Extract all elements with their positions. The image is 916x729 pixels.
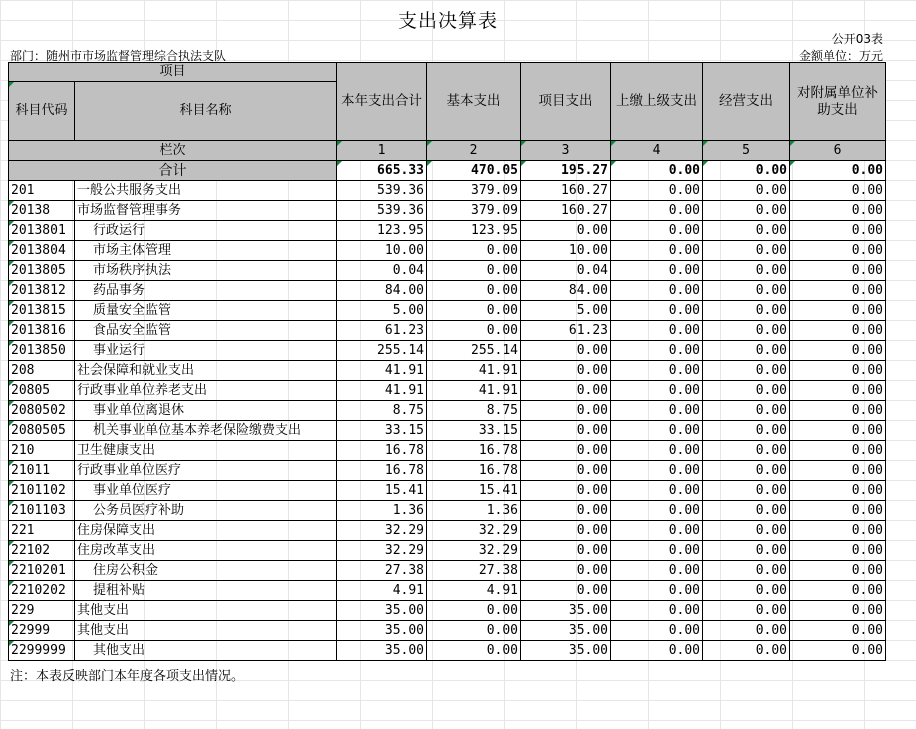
index-cell: 4 [611,141,703,161]
amount-cell: 0.00 [427,621,521,641]
footnote: 注：本表反映部门本年度各项支出情况。 [10,669,245,684]
amount-cell: 0.00 [790,381,886,401]
amount-cell: 0.00 [703,501,790,521]
department-label: 部门：随州市市场监督管理综合执法支队 [10,49,227,63]
amount-cell: 0.00 [790,541,886,561]
amount-cell: 1.36 [427,501,521,521]
amount-cell: 0.00 [427,321,521,341]
unit-label: 金额单位：万元 [798,49,883,63]
account-name: 卫生健康支出 [75,441,337,461]
account-name: 市场监督管理事务 [75,201,337,221]
amount-cell: 41.91 [427,381,521,401]
account-code: 210 [9,441,75,461]
index-cell: 1 [337,141,427,161]
amount-cell: 35.00 [521,641,611,661]
amount-cell: 0.00 [703,281,790,301]
amount-cell: 0.00 [521,581,611,601]
amount-cell: 35.00 [337,601,427,621]
amount-cell: 41.91 [427,361,521,381]
table-row [9,481,886,501]
amount-cell: 0.00 [611,641,703,661]
amount-cell: 0.00 [790,321,886,341]
amount-cell: 0.00 [611,221,703,241]
amount-cell: 16.78 [337,461,427,481]
table-row [9,381,886,401]
amount-cell: 0.00 [521,401,611,421]
amount-cell: 27.38 [427,561,521,581]
account-code: 22102 [9,541,75,561]
amount-cell: 32.29 [337,541,427,561]
amount-cell: 0.00 [703,481,790,501]
amount-cell: 379.09 [427,201,521,221]
table-row [9,281,886,301]
amount-cell: 0.00 [790,441,886,461]
amount-cell: 15.41 [337,481,427,501]
account-name: 其他支出 [75,601,337,621]
account-code: 2013805 [9,261,75,281]
amount-cell: 0.00 [611,521,703,541]
amount-cell: 160.27 [521,201,611,221]
total-cell: 470.05 [427,161,521,181]
amount-cell: 16.78 [427,461,521,481]
amount-cell: 0.00 [703,441,790,461]
table-row [9,501,886,521]
header-row-1 [9,63,886,82]
amount-cell: 0.00 [790,501,886,521]
table-row [9,461,886,481]
amount-cell: 379.09 [427,181,521,201]
amount-cell: 0.00 [521,501,611,521]
account-code: 2210202 [9,581,75,601]
amount-cell: 5.00 [521,301,611,321]
account-name: 一般公共服务支出 [75,181,337,201]
amount-cell: 0.00 [790,641,886,661]
amount-cell: 0.00 [611,601,703,621]
amount-cell: 0.00 [611,421,703,441]
amount-cell: 0.00 [521,221,611,241]
table-row [9,641,886,661]
table-row [9,321,886,341]
amount-cell: 61.23 [337,321,427,341]
amount-cell: 0.00 [611,401,703,421]
amount-cell: 0.00 [521,361,611,381]
amount-cell: 0.00 [611,361,703,381]
amount-cell: 0.00 [790,281,886,301]
col-header-basic: 基本支出 [427,63,521,141]
amount-cell: 0.00 [611,381,703,401]
amount-cell: 0.00 [611,461,703,481]
col-header-project: 项目支出 [521,63,611,141]
code-header: 科目代码 [9,82,75,141]
amount-cell: 0.00 [427,301,521,321]
account-name: 行政运行 [75,221,337,241]
amount-cell: 0.00 [790,481,886,501]
account-code: 229 [9,601,75,621]
account-code: 20805 [9,381,75,401]
amount-cell: 0.00 [790,621,886,641]
table-row [9,541,886,561]
account-name: 公务员医疗补助 [75,501,337,521]
account-code: 20138 [9,201,75,221]
amount-cell: 0.00 [703,361,790,381]
table-row [9,581,886,601]
amount-cell: 0.00 [790,521,886,541]
index-cell: 5 [703,141,790,161]
account-name: 行政事业单位养老支出 [75,381,337,401]
name-header: 科目名称 [75,82,337,141]
table-row [9,261,886,281]
account-code: 21011 [9,461,75,481]
amount-cell: 0.00 [427,281,521,301]
account-name: 市场秩序执法 [75,261,337,281]
amount-cell: 0.00 [427,261,521,281]
account-name: 事业运行 [75,341,337,361]
index-label: 栏次 [9,141,337,161]
amount-cell: 255.14 [337,341,427,361]
account-name: 住房改革支出 [75,541,337,561]
account-name: 行政事业单位医疗 [75,461,337,481]
amount-cell: 0.00 [611,561,703,581]
amount-cell: 0.00 [521,381,611,401]
amount-cell: 0.00 [521,441,611,461]
account-name: 食品安全监管 [75,321,337,341]
amount-cell: 84.00 [521,281,611,301]
total-cell: 0.00 [703,161,790,181]
account-code: 2101103 [9,501,75,521]
amount-cell: 0.00 [790,361,886,381]
account-name: 事业单位离退休 [75,401,337,421]
amount-cell: 10.00 [521,241,611,261]
amount-cell: 0.00 [427,601,521,621]
table-row [9,521,886,541]
amount-cell: 0.00 [790,601,886,621]
total-label: 合计 [9,161,337,181]
account-name: 机关事业单位基本养老保险缴费支出 [75,421,337,441]
amount-cell: 0.00 [611,541,703,561]
account-code: 2210201 [9,561,75,581]
amount-cell: 0.00 [521,561,611,581]
amount-cell: 123.95 [337,221,427,241]
col-header-total: 本年支出合计 [337,63,427,141]
amount-cell: 0.00 [703,381,790,401]
amount-cell: 0.00 [703,181,790,201]
amount-cell: 4.91 [427,581,521,601]
amount-cell: 5.00 [337,301,427,321]
total-cell: 0.00 [790,161,886,181]
amount-cell: 0.00 [521,421,611,441]
account-code: 2013816 [9,321,75,341]
amount-cell: 0.00 [427,241,521,261]
account-code: 2101102 [9,481,75,501]
amount-cell: 0.00 [521,461,611,481]
table-row [9,601,886,621]
amount-cell: 0.04 [521,261,611,281]
amount-cell: 32.29 [427,541,521,561]
account-code: 2013850 [9,341,75,361]
amount-cell: 0.00 [611,241,703,261]
account-name: 住房保障支出 [75,521,337,541]
table-row [9,301,886,321]
amount-cell: 0.00 [611,341,703,361]
amount-cell: 0.00 [790,201,886,221]
total-cell: 665.33 [337,161,427,181]
amount-cell: 0.00 [703,461,790,481]
amount-cell: 32.29 [427,521,521,541]
account-code: 221 [9,521,75,541]
amount-cell: 4.91 [337,581,427,601]
amount-cell: 1.36 [337,501,427,521]
amount-cell: 123.95 [427,221,521,241]
index-row [9,141,886,161]
amount-cell: 0.00 [703,561,790,581]
amount-cell: 0.00 [611,621,703,641]
amount-cell: 0.00 [703,581,790,601]
amount-cell: 0.00 [703,301,790,321]
account-name: 其他支出 [75,621,337,641]
amount-cell: 61.23 [521,321,611,341]
amount-cell: 0.00 [611,321,703,341]
amount-cell: 0.00 [703,641,790,661]
amount-cell: 160.27 [521,181,611,201]
amount-cell: 41.91 [337,361,427,381]
amount-cell: 16.78 [427,441,521,461]
account-name: 市场主体管理 [75,241,337,261]
amount-cell: 0.00 [703,201,790,221]
total-row [9,161,886,181]
amount-cell: 0.00 [790,461,886,481]
account-code: 208 [9,361,75,381]
col-header-remit: 上缴上级支出 [611,63,703,141]
amount-cell: 0.00 [703,621,790,641]
amount-cell: 0.00 [703,401,790,421]
amount-cell: 0.00 [790,421,886,441]
item-group-header: 项目 [9,63,337,82]
amount-cell: 0.00 [611,301,703,321]
account-code: 2013815 [9,301,75,321]
amount-cell: 8.75 [427,401,521,421]
amount-cell: 0.00 [611,181,703,201]
amount-cell: 16.78 [337,441,427,461]
amount-cell: 35.00 [337,641,427,661]
amount-cell: 33.15 [427,421,521,441]
amount-cell: 41.91 [337,381,427,401]
account-name: 药品事务 [75,281,337,301]
amount-cell: 0.00 [521,541,611,561]
col-header-operating: 经营支出 [703,63,790,141]
amount-cell: 0.00 [611,581,703,601]
table-row [9,241,886,261]
amount-cell: 0.00 [790,581,886,601]
table-row [9,361,886,381]
amount-cell: 0.00 [703,601,790,621]
amount-cell: 539.36 [337,181,427,201]
amount-cell: 0.00 [790,221,886,241]
account-code: 2299999 [9,641,75,661]
amount-cell: 10.00 [337,241,427,261]
amount-cell: 0.00 [521,521,611,541]
amount-cell: 255.14 [427,341,521,361]
amount-cell: 0.00 [790,401,886,421]
amount-cell: 0.00 [790,241,886,261]
account-code: 2080505 [9,421,75,441]
amount-cell: 35.00 [337,621,427,641]
amount-cell: 0.00 [703,241,790,261]
table-row [9,221,886,241]
amount-cell: 0.00 [611,481,703,501]
amount-cell: 35.00 [521,621,611,641]
amount-cell: 0.00 [703,261,790,281]
index-cell: 2 [427,141,521,161]
amount-cell: 0.00 [521,481,611,501]
account-name: 其他支出 [75,641,337,661]
amount-cell: 0.00 [611,261,703,281]
amount-cell: 0.00 [703,221,790,241]
account-code: 201 [9,181,75,201]
amount-cell: 0.00 [427,641,521,661]
table-row [9,421,886,441]
account-name: 事业单位医疗 [75,481,337,501]
amount-cell: 0.00 [703,341,790,361]
table-row [9,401,886,421]
amount-cell: 0.00 [703,541,790,561]
table-row [9,561,886,581]
amount-cell: 8.75 [337,401,427,421]
amount-cell: 0.00 [790,561,886,581]
amount-cell: 0.00 [790,341,886,361]
amount-cell: 0.00 [521,341,611,361]
account-code: 2080502 [9,401,75,421]
amount-cell: 0.00 [790,301,886,321]
account-code: 2013804 [9,241,75,261]
expenditure-table [8,62,886,661]
amount-cell: 15.41 [427,481,521,501]
form-id: 公开03表 [831,32,883,46]
amount-cell: 84.00 [337,281,427,301]
account-name: 社会保障和就业支出 [75,361,337,381]
account-code: 22999 [9,621,75,641]
amount-cell: 27.38 [337,561,427,581]
account-name: 质量安全监管 [75,301,337,321]
col-header-subsidy: 对附属单位补助支出 [790,63,886,141]
index-cell: 3 [521,141,611,161]
total-cell: 195.27 [521,161,611,181]
table-row [9,181,886,201]
account-name: 住房公积金 [75,561,337,581]
amount-cell: 33.15 [337,421,427,441]
amount-cell: 0.00 [790,181,886,201]
table-row [9,341,886,361]
amount-cell: 0.04 [337,261,427,281]
amount-cell: 0.00 [611,501,703,521]
account-name: 提租补贴 [75,581,337,601]
account-code: 2013812 [9,281,75,301]
amount-cell: 32.29 [337,521,427,541]
table-row [9,201,886,221]
page-title: 支出决算表 [397,10,498,32]
amount-cell: 0.00 [703,521,790,541]
table-row [9,621,886,641]
amount-cell: 0.00 [611,281,703,301]
total-cell: 0.00 [611,161,703,181]
amount-cell: 539.36 [337,201,427,221]
amount-cell: 0.00 [611,201,703,221]
index-cell: 6 [790,141,886,161]
table-row [9,441,886,461]
amount-cell: 0.00 [703,421,790,441]
amount-cell: 0.00 [611,441,703,461]
amount-cell: 0.00 [790,261,886,281]
account-code: 2013801 [9,221,75,241]
amount-cell: 0.00 [703,321,790,341]
amount-cell: 35.00 [521,601,611,621]
